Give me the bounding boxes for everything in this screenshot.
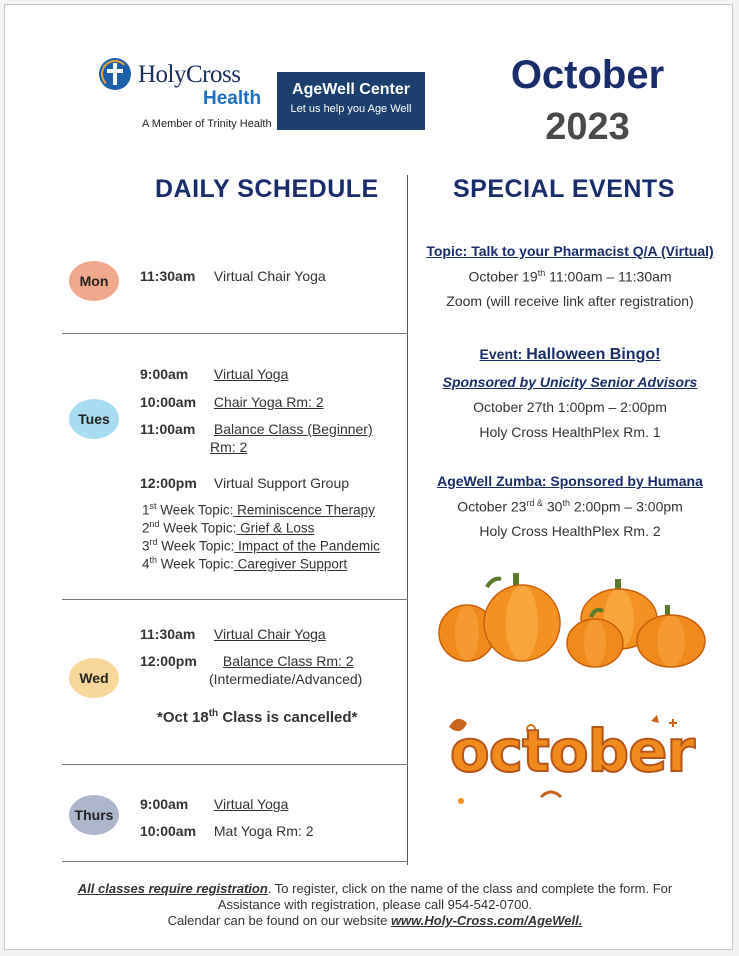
week-topic[interactable]: 3rd Week Topic: Impact of the Pandemic bbox=[142, 537, 380, 554]
column-divider bbox=[407, 175, 408, 865]
october-art-text: october bbox=[449, 717, 695, 785]
class-name: Virtual Chair Yoga bbox=[213, 268, 326, 284]
topic-link[interactable]: Impact of the Pandemic bbox=[234, 538, 380, 554]
schedule-row[interactable] bbox=[140, 653, 354, 669]
holy-cross-logo-icon bbox=[99, 58, 131, 90]
day-separator bbox=[62, 861, 408, 862]
class-time: 10:00am bbox=[140, 823, 197, 839]
day-badge-wed: Wed bbox=[69, 658, 119, 698]
class-link-virtual-yoga[interactable]: Virtual Yoga bbox=[213, 366, 289, 382]
event1-title-link[interactable]: Topic: Talk to your Pharmacist Q/A (Virtual) bbox=[426, 243, 714, 259]
class-time: 11:30am bbox=[140, 626, 196, 642]
class-level-note: (Intermediate/Advanced) bbox=[209, 671, 363, 687]
class-link-balance-room[interactable]: Rm: 2 bbox=[210, 439, 248, 455]
flyer-page bbox=[4, 4, 733, 950]
week-topic[interactable]: 4th Week Topic: Caregiver Support bbox=[142, 555, 348, 572]
schedule-row bbox=[140, 268, 326, 284]
pumpkins-illustration bbox=[437, 571, 709, 671]
topic-link[interactable]: Caregiver Support bbox=[233, 556, 348, 572]
event3-location: Holy Cross HealthPlex Rm. 2 bbox=[479, 523, 661, 539]
event2-date: October 27th 1:00pm – 2:00pm bbox=[473, 399, 667, 415]
month-title: October bbox=[510, 53, 665, 97]
special-events-title: SPECIAL EVENTS bbox=[453, 175, 675, 203]
schedule-row bbox=[140, 475, 349, 491]
event2-title-link[interactable]: Event: Halloween Bingo! bbox=[479, 346, 661, 363]
class-link-virtual-yoga-thurs[interactable]: Virtual Yoga bbox=[213, 796, 289, 812]
logo-name: HolyCross bbox=[138, 61, 241, 88]
class-link-virtual-chair-yoga[interactable]: Virtual Chair Yoga bbox=[213, 626, 326, 642]
daily-schedule-title: DAILY SCHEDULE bbox=[155, 175, 379, 203]
day-badge-tues: Tues bbox=[69, 399, 119, 439]
week-topic[interactable]: 1st Week Topic: Reminiscence Therapy bbox=[142, 501, 375, 518]
october-word-art bbox=[441, 709, 703, 809]
event3-title-link[interactable]: AgeWell Zumba: Sponsored by Humana bbox=[437, 473, 703, 489]
class-time: 11:30am bbox=[140, 268, 196, 284]
logo-member: A Member of Trinity Health bbox=[142, 118, 272, 130]
schedule-row[interactable] bbox=[140, 626, 326, 642]
class-link-balance-advanced[interactable]: Balance Class Rm: 2 bbox=[222, 653, 354, 669]
week-topic[interactable]: 2nd Week Topic: Grief & Loss bbox=[142, 519, 315, 536]
agewell-center-box bbox=[277, 72, 425, 130]
schedule-row bbox=[140, 823, 314, 839]
class-time: 9:00am bbox=[140, 366, 189, 382]
schedule-row[interactable] bbox=[140, 796, 288, 812]
agewell-tagline: Let us help you Age Well bbox=[290, 103, 412, 115]
day-separator bbox=[62, 599, 408, 600]
logo-health: Health bbox=[203, 88, 262, 109]
event2-sponsor[interactable]: Sponsored by Unicity Senior Advisors bbox=[442, 374, 698, 390]
cancel-notice: *Oct 18th Class is cancelled* bbox=[157, 708, 358, 726]
event3-date: October $23^{rd \&}$ 30th 2:00pm – 3:00pm bbox=[457, 498, 683, 515]
day-badge-thurs: Thurs bbox=[69, 795, 119, 835]
class-link-chair-yoga[interactable]: Chair Yoga Rm: 2 bbox=[213, 394, 324, 410]
class-name: Mat Yoga Rm: 2 bbox=[213, 823, 314, 839]
schedule-row[interactable] bbox=[140, 394, 324, 410]
year-title: 2023 bbox=[545, 106, 630, 148]
event1-date: October 19th 11:00am – 11:30am bbox=[468, 268, 672, 285]
class-name: Virtual Support Group bbox=[213, 475, 350, 491]
footer-note: All classes require registration. To register, click on the name of the class and complete the form. For Assistance with registration, please call 954-542-0700. Calendar can be found on our website www.Holy-Cross.com/AgeWell. bbox=[77, 881, 673, 928]
class-time: 12:00pm bbox=[140, 653, 197, 669]
schedule-row[interactable] bbox=[140, 366, 288, 382]
class-link-balance-beginner[interactable]: Balance Class (Beginner) bbox=[213, 421, 373, 437]
agewell-title: AgeWell Center bbox=[292, 81, 410, 98]
class-time: 11:00am bbox=[140, 421, 196, 437]
event1-note: Zoom (will receive link after registration) bbox=[446, 293, 694, 309]
registration-required: All classes require registration bbox=[77, 881, 268, 896]
day-badge-mon: Mon bbox=[69, 261, 119, 301]
website-link[interactable]: www.Holy-Cross.com/AgeWell. bbox=[390, 913, 583, 928]
class-time: 12:00pm bbox=[140, 475, 197, 491]
event2-location: Holy Cross HealthPlex Rm. 1 bbox=[479, 424, 661, 440]
topic-link[interactable]: Reminiscence Therapy bbox=[233, 502, 375, 518]
class-time: 9:00am bbox=[140, 796, 189, 812]
pumpkin-icon bbox=[484, 573, 560, 661]
schedule-row[interactable] bbox=[140, 421, 373, 437]
class-time: 10:00am bbox=[140, 394, 197, 410]
topic-link[interactable]: Grief & Loss bbox=[236, 520, 315, 536]
day-separator bbox=[62, 764, 408, 765]
day-separator bbox=[62, 333, 408, 334]
